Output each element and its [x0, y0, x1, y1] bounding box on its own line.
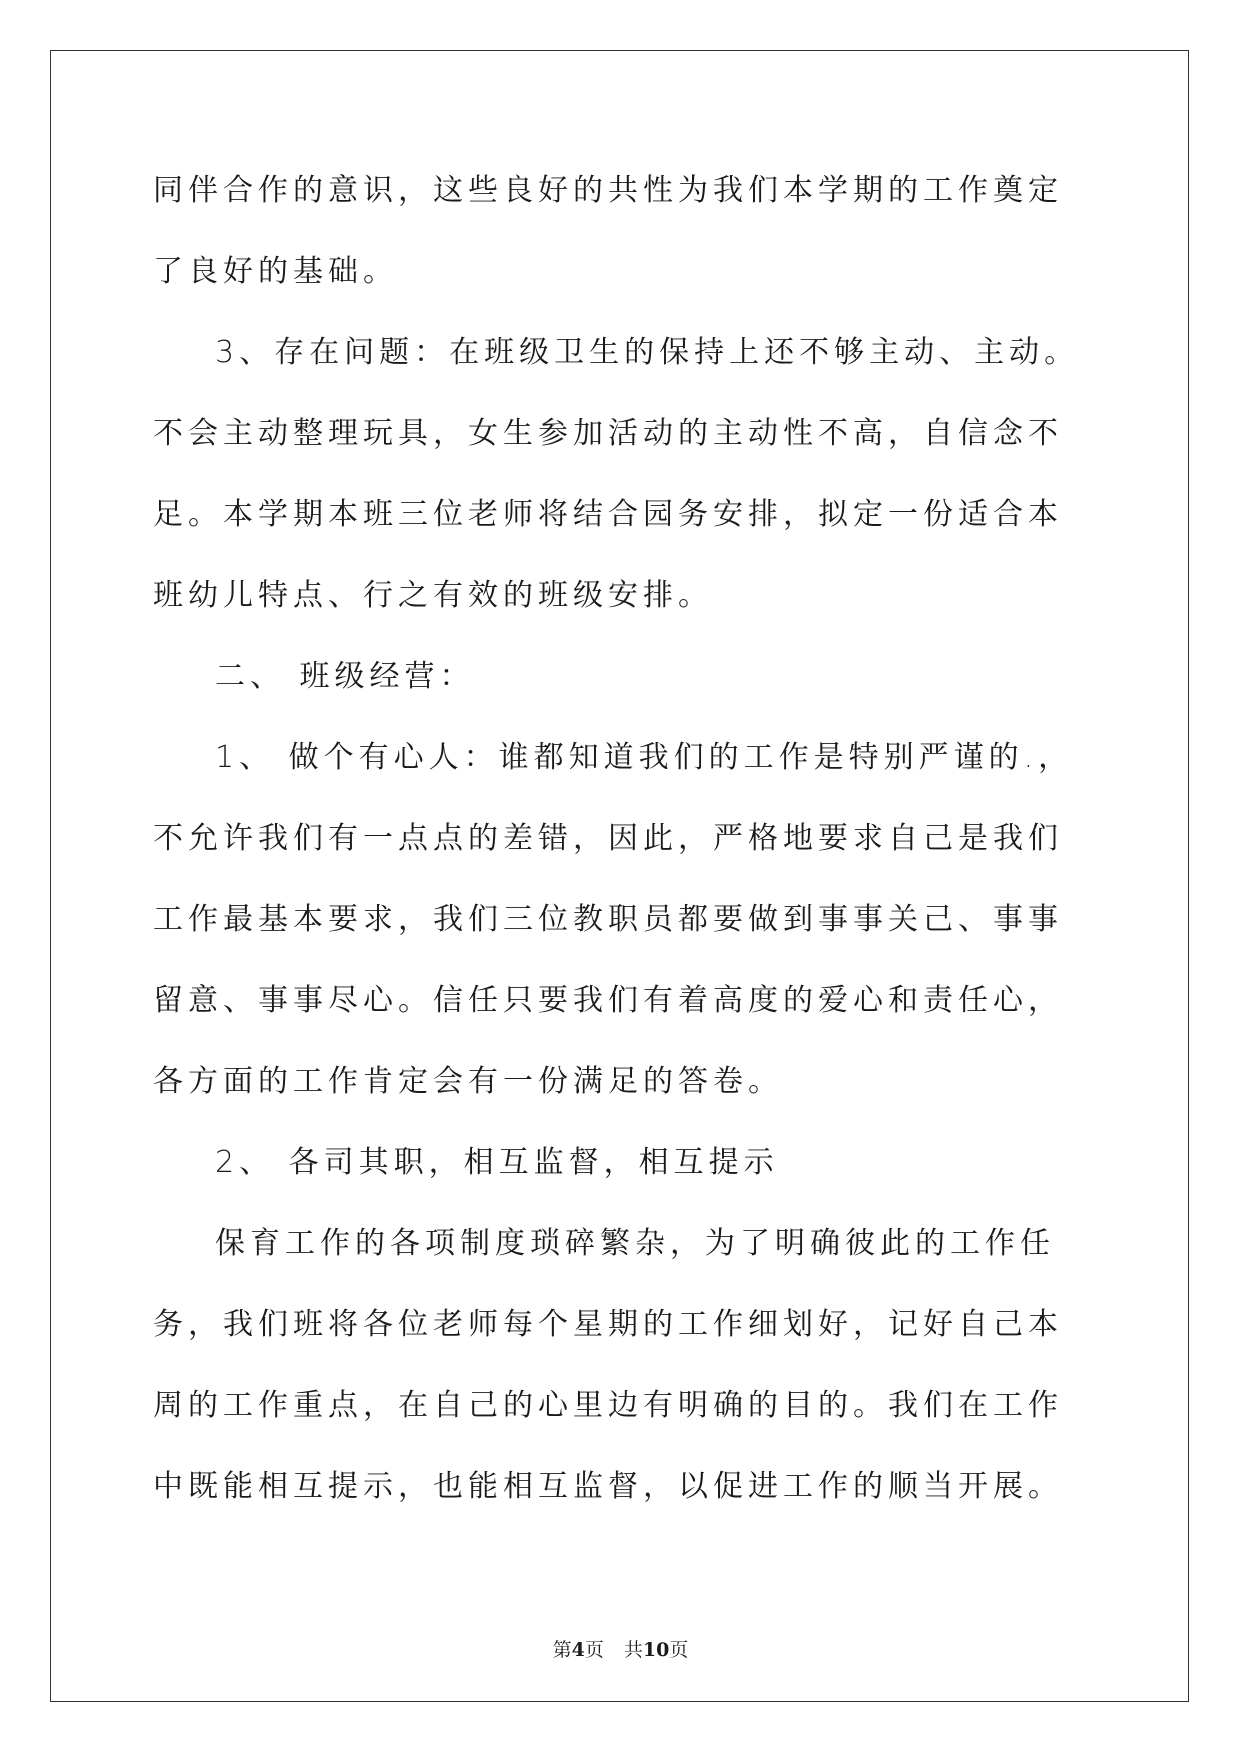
page-footer — [0, 1635, 1241, 1662]
paragraph-heading-duties: 2、 各司其职，相互监督，相互提示 — [215, 1145, 779, 1180]
footer-total-suffix: 页 — [669, 1639, 689, 1661]
document-body — [153, 150, 1088, 1527]
paragraph-existing-problems: 3、存在问题：在班级卫生的保持上还不够主动、主动。不会主动整理玩具，女生参加活动的主动性不高，自信念不足。本学期本班三位老师将结合园务安排，拟定一份适合本班幼儿特点、行之有效的班级安排。 — [153, 335, 1080, 613]
section-heading-class-management: 二、 班级经营： — [215, 659, 475, 694]
paragraph-continuation: 同伴合作的意识，这些良好的共性为我们本学期的工作奠定了良好的基础。 — [153, 173, 1063, 289]
footer-page-number: 4 — [571, 1639, 585, 1661]
footer-page-suffix: 页 — [584, 1639, 604, 1661]
footer-page-prefix: 第 — [552, 1639, 572, 1661]
footer-total-prefix: 共 — [623, 1639, 643, 1661]
footer-total-pages: 10 — [642, 1639, 670, 1661]
paragraph-be-attentive: 1、 做个有心人：谁都知道我们的工作是特别严谨的.，不允许我们有一点点的差错，因此，严格地要求自己是我们工作最基本要求，我们三位教职员都要做到事事关己、事事留意、事事尽心。信任只要我们有着高度的爱心和责任心，各方面的工作肯定会有一份满足的答卷。 — [153, 740, 1074, 1099]
paragraph-care-work: 保育工作的各项制度琐碎繁杂，为了明确彼此的工作任务，我们班将各位老师每个星期的工作细划好，记好自己本周的工作重点，在自己的心里边有明确的目的。我们在工作中既能相互提示，也能相互监督，以促进工作的顺当开展。 — [153, 1226, 1063, 1504]
